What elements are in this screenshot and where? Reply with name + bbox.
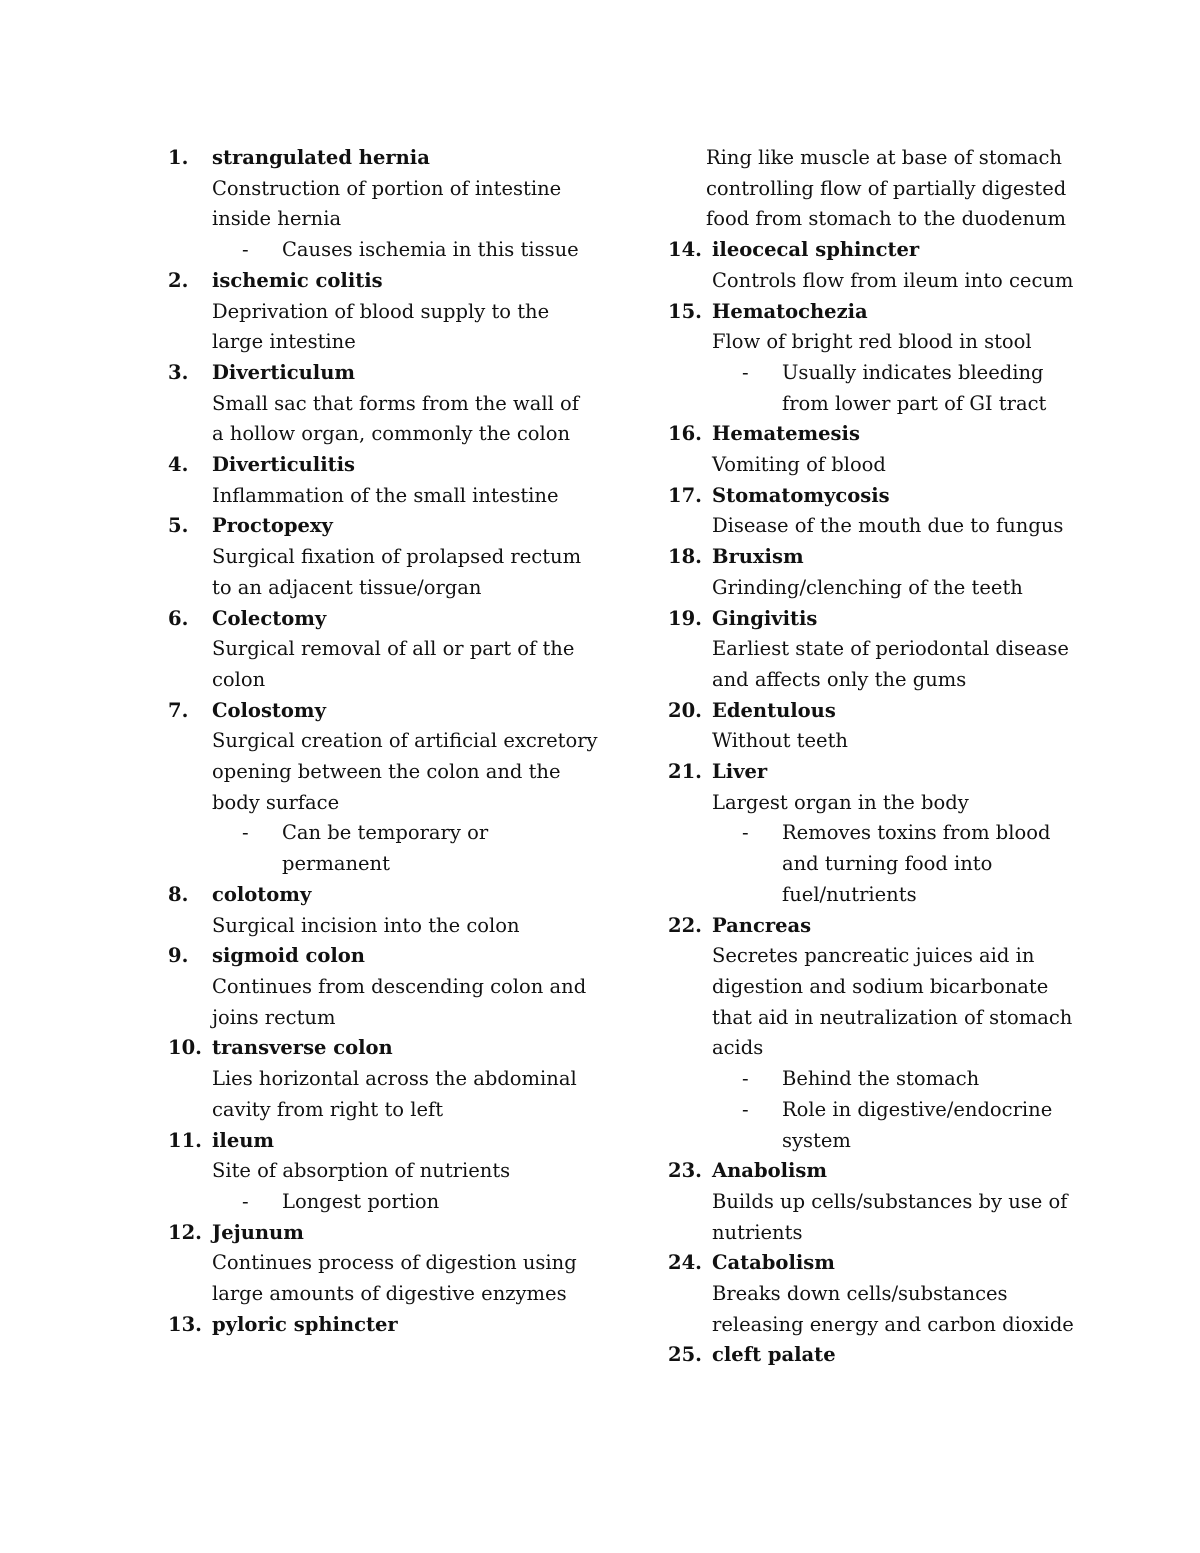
term: Colectomy: [212, 606, 327, 630]
definition: Without teeth: [712, 729, 848, 753]
bullet-note: [168, 818, 638, 879]
term-row: [168, 266, 638, 297]
list-item: [168, 511, 638, 603]
definition: Builds up cells/substances by use of nutrients: [712, 1189, 1068, 1244]
bullet-note: [668, 358, 1138, 419]
term-row: [668, 481, 1138, 512]
term-row: [668, 1156, 1138, 1187]
term: Bruxism: [712, 545, 804, 569]
term: Hematochezia: [712, 299, 868, 323]
term: strangulated hernia: [212, 146, 430, 169]
term-row: [168, 1310, 638, 1341]
list-item: [168, 358, 638, 450]
list-item: [168, 941, 638, 1033]
term-row: [668, 297, 1138, 328]
term: colotomy: [212, 882, 312, 906]
item-number: 7.: [168, 698, 189, 722]
dash-bullet-icon: -: [742, 821, 749, 845]
item-number: 19.: [668, 606, 702, 630]
list-item: [168, 1310, 638, 1341]
definition: Lies horizontal across the abdominal cavity from right to left: [212, 1067, 577, 1121]
list-item: [668, 604, 1138, 696]
definition: Earliest state of periodontal disease and affects only the gums: [712, 637, 1069, 691]
term-row: [168, 696, 638, 727]
list-item: [668, 1340, 1138, 1371]
item-number: 11.: [168, 1128, 202, 1152]
definition: Controls flow from ileum into cecum: [712, 268, 1074, 292]
term-row: [168, 880, 638, 911]
dash-bullet-icon: -: [242, 238, 249, 262]
list-item: [668, 1156, 1138, 1248]
term-row: [668, 696, 1138, 727]
definition: Inflammation of the small intestine: [212, 483, 559, 507]
term: Stomatomycosis: [712, 483, 890, 507]
term-row: [168, 1126, 638, 1157]
list-item: [168, 1033, 638, 1125]
dash-bullet-icon: -: [742, 360, 749, 384]
bullet-text: Role in digestive/endocrine system: [782, 1097, 1053, 1152]
list-item: [168, 696, 638, 880]
term: Pancreas: [712, 913, 812, 937]
list-item: [168, 1126, 638, 1218]
list-item: [168, 604, 638, 696]
term: sigmoid colon: [212, 944, 365, 968]
term: Colostomy: [212, 698, 326, 722]
item-number: 21.: [668, 760, 702, 784]
bullet-note: [668, 1095, 1138, 1156]
dash-bullet-icon: -: [242, 1189, 249, 1213]
item-number: 6.: [168, 606, 189, 630]
term: cleft palate: [712, 1343, 836, 1367]
list-item: [668, 419, 1138, 480]
term: Gingivitis: [712, 606, 818, 630]
term-row: [168, 941, 638, 972]
item-number: 15.: [668, 299, 702, 323]
bullet-text: Behind the stomach: [782, 1067, 980, 1091]
term: transverse colon: [212, 1036, 393, 1060]
list-item: [668, 1248, 1138, 1340]
list-item: [168, 266, 638, 358]
term-row: [668, 1248, 1138, 1279]
list-item: [668, 542, 1138, 603]
item-number: 16.: [668, 422, 702, 446]
dash-bullet-icon: -: [242, 821, 249, 845]
definition: Surgical removal of all or part of the colon: [212, 637, 575, 691]
term: Hematemesis: [712, 422, 860, 446]
term: Diverticulitis: [212, 453, 356, 477]
list-item: [668, 235, 1138, 296]
list-item: [668, 297, 1138, 420]
term: ileocecal sphincter: [712, 238, 920, 262]
list-item: [168, 450, 638, 511]
list-item: [668, 696, 1138, 757]
item-number: 9.: [168, 944, 189, 968]
item-number: 17.: [668, 483, 702, 507]
term-row: [168, 604, 638, 635]
item-number: 23.: [668, 1159, 702, 1183]
term: Diverticulum: [212, 360, 356, 384]
bullet-note: [668, 818, 1138, 910]
item-number: 24.: [668, 1251, 702, 1275]
bullet-text: Can be temporary or permanent: [282, 821, 489, 876]
continued-definition: Ring like muscle at base of stomach controlling flow of partially digested food from stomach to the duodenum: [706, 146, 1067, 231]
bullet-text: Usually indicates bleeding from lower part of GI tract: [782, 360, 1047, 415]
definition: Construction of portion of intestine inside hernia: [212, 176, 562, 231]
term-row: [168, 1033, 638, 1064]
item-number: 13.: [168, 1312, 202, 1336]
definition: Breaks down cells/substances releasing energy and carbon dioxide: [712, 1282, 1074, 1336]
list-item: [668, 481, 1138, 542]
definition: Largest organ in the body: [712, 790, 969, 814]
definition: Continues process of digestion using large amounts of digestive enzymes: [212, 1251, 577, 1306]
term-row: [168, 143, 638, 174]
bullet-note: [168, 235, 638, 266]
definition: Vomiting of blood: [712, 453, 886, 477]
term-row: [168, 450, 638, 481]
definition: Surgical fixation of prolapsed rectum to an adjacent tissue/organ: [212, 545, 582, 599]
item-number: 8.: [168, 882, 189, 906]
definition: Grinding/clenching of the teeth: [712, 575, 1023, 599]
bullet-note: [668, 1064, 1138, 1095]
term: Catabolism: [712, 1251, 835, 1275]
item-number: 10.: [168, 1036, 202, 1060]
item-number: 22.: [668, 913, 702, 937]
term-row: [668, 542, 1138, 573]
item-number: 2.: [168, 268, 189, 292]
list-item: [668, 757, 1138, 911]
bullet-note: [168, 1187, 638, 1218]
definition: Site of absorption of nutrients: [212, 1159, 511, 1183]
definition: Secretes pancreatic juices aid in digestion and sodium bicarbonate that aid in neutralization of stomach acids: [712, 944, 1073, 1060]
dash-bullet-icon: -: [742, 1067, 749, 1091]
list-item: [168, 880, 638, 941]
term-row: [668, 757, 1138, 788]
item-number: 1.: [168, 146, 189, 169]
term: ileum: [212, 1128, 275, 1152]
term-row: [668, 604, 1138, 635]
bullet-text: Longest portion: [282, 1189, 440, 1213]
list-item: [668, 911, 1138, 1157]
bullet-text: Causes ischemia in this tissue: [282, 238, 579, 262]
definition: Deprivation of blood supply to the large intestine: [212, 299, 550, 354]
list-item: [168, 143, 638, 266]
term-row: [668, 235, 1138, 266]
item-number: 12.: [168, 1220, 202, 1244]
item-number: 14.: [668, 238, 702, 262]
term-row: [668, 1340, 1138, 1371]
term: ischemic colitis: [212, 268, 383, 292]
item-number: 4.: [168, 453, 189, 477]
term-row: [668, 911, 1138, 942]
term: Jejunum: [212, 1220, 304, 1244]
item-number: 5.: [168, 514, 189, 538]
term-row: [668, 419, 1138, 450]
term: Proctopexy: [212, 514, 333, 538]
left-column: [168, 143, 638, 1340]
term: Liver: [712, 760, 768, 784]
definition: Continues from descending colon and joins rectum: [212, 974, 587, 1029]
term-row: [168, 1218, 638, 1249]
definition: Disease of the mouth due to fungus: [712, 514, 1064, 538]
term-row: [168, 358, 638, 389]
item-number: 20.: [668, 698, 702, 722]
term-row: [168, 511, 638, 542]
definition: Surgical incision into the colon: [212, 913, 520, 937]
definition: Small sac that forms from the wall of a hollow organ, commonly the colon: [212, 391, 579, 446]
dash-bullet-icon: -: [742, 1097, 749, 1121]
list-item: [168, 1218, 638, 1310]
term: pyloric sphincter: [212, 1312, 398, 1336]
term: Edentulous: [712, 698, 836, 722]
item-number: 3.: [168, 360, 189, 384]
item-number: 25.: [668, 1343, 702, 1367]
term: Anabolism: [712, 1159, 828, 1183]
definition: Flow of bright red blood in stool: [712, 330, 1032, 354]
bullet-text: Removes toxins from blood and turning food into fuel/nutrients: [782, 821, 1051, 906]
item-number: 18.: [668, 545, 702, 569]
definition: Surgical creation of artificial excretory opening between the colon and the body surface: [212, 729, 598, 814]
right-column: [668, 143, 1138, 1371]
